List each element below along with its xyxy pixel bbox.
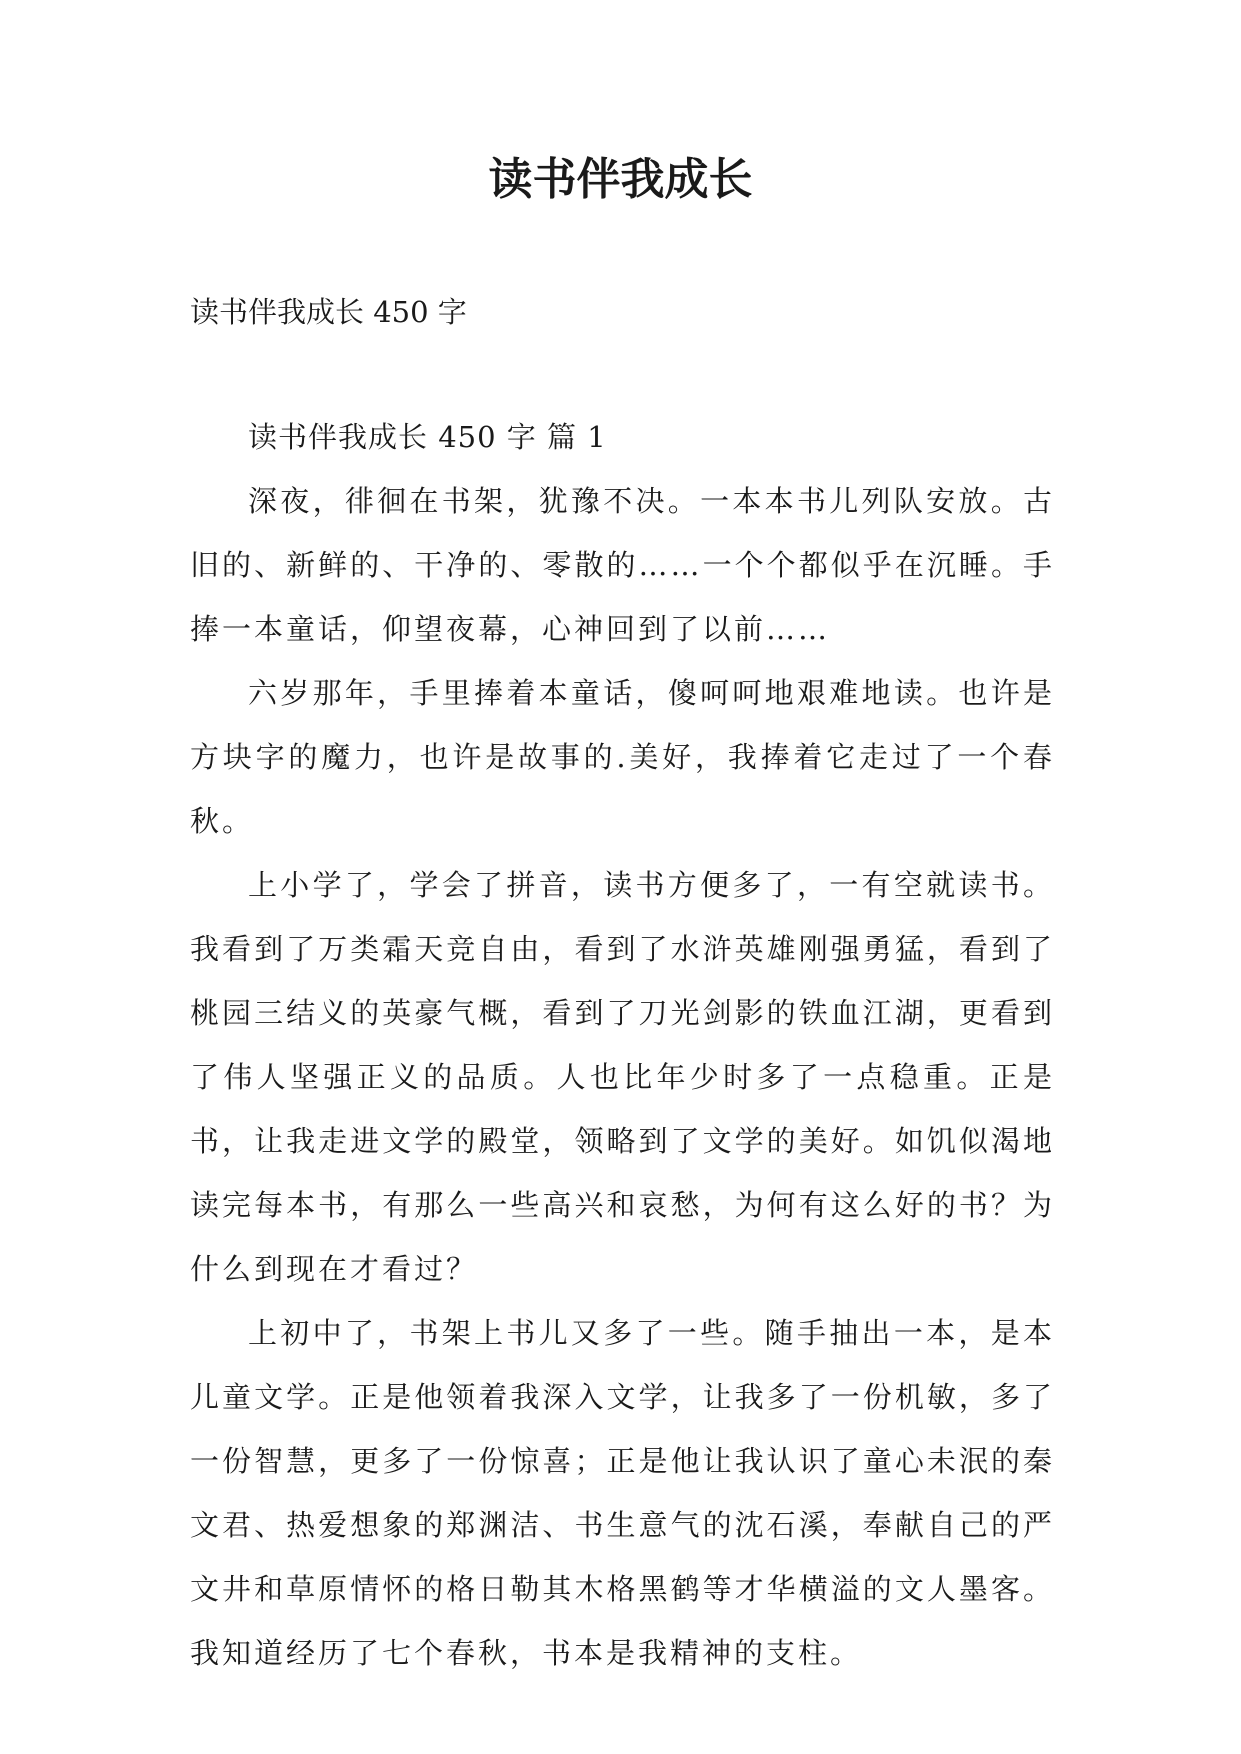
paragraph: 上初中了，书架上书儿又多了一些。随手抽出一本，是本儿童文学。正是他领着我深入文学，让我多了一份机敏，多了一份智慧，更多了一份惊喜；正是他让我认识了童心未泯的秦文君、热爱想象的郑渊洁、书生意气的沈石溪，奉献自己的严文井和草原情怀的格日勒其木格黑鹤等才华横溢的文人墨客。我知道经历了七个春秋，书本是我精神的支柱。	[190, 1316, 1055, 1670]
paragraph: 六岁那年，手里捧着本童话，傻呵呵地艰难地读。也许是方块字的魔力，也许是故事的.美好，我捧着它走过了一个春秋。	[190, 676, 1055, 838]
section-heading: 读书伴我成长 450 字 篇 1	[248, 420, 607, 454]
paragraph: 深夜，徘徊在书架，犹豫不决。一本本书儿列队安放。古旧的、新鲜的、干净的、零散的……一个个都似乎在沉睡。手捧一本童话，仰望夜幕，心神回到了以前……	[190, 484, 1055, 646]
document-title: 读书伴我成长	[488, 154, 753, 205]
document-subtitle: 读书伴我成长 450 字	[190, 295, 467, 329]
document-body	[190, 405, 1055, 1685]
paragraph: 上小学了，学会了拼音，读书方便多了，一有空就读书。我看到了万类霜天竞自由，看到了水浒英雄刚强勇猛，看到了桃园三结义的英豪气概，看到了刀光剑影的铁血江湖，更看到了伟人坚强正义的品质。人也比年少时多了一点稳重。正是书，让我走进文学的殿堂，领略到了文学的美好。如饥似渴地读完每本书，有那么一些高兴和哀愁，为何有这么好的书？为什么到现在才看过？	[190, 868, 1055, 1286]
